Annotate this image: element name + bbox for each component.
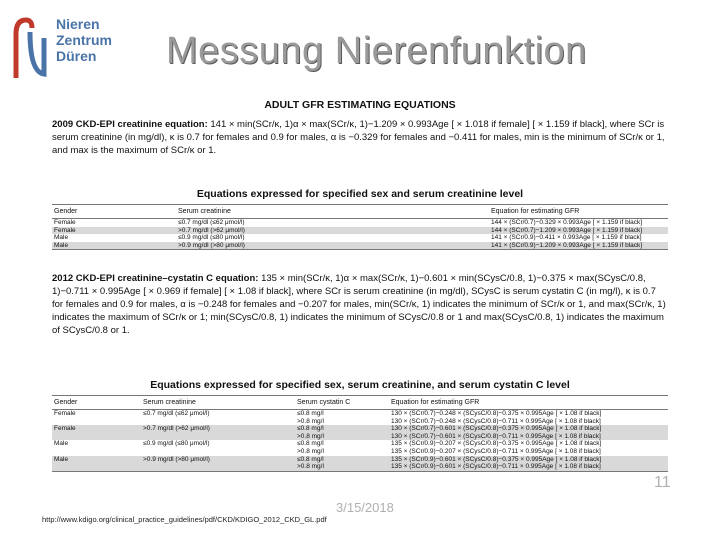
doc-heading: ADULT GFR ESTIMATING EQUATIONS xyxy=(264,99,456,111)
table-sex-creatinine xyxy=(52,204,668,250)
table-cell: Female xyxy=(52,227,176,235)
table1-title: Equations expressed for specified sex and serum creatinine level xyxy=(196,188,524,200)
table2-header: Serum cystatin C xyxy=(295,396,389,410)
equation-2012-label: 2012 CKD-EPI creatinine–cystatin C equation: xyxy=(52,273,259,284)
table-cell: 135 × (SCr/0.9)−0.601 × (SCysC/0.8)−0.711 × 0.995Age [ × 1.08 if black] xyxy=(389,463,668,471)
table-cell: Female xyxy=(52,425,141,433)
table-cell: >0.7 mg/dl (>62 μmol/l) xyxy=(141,425,295,433)
table-cell: 144 × (SCr/0.7)−1.209 × 0.993Age [ × 1.159 if black] xyxy=(489,227,668,235)
table-cell xyxy=(52,463,141,471)
table-cell: 135 × (SCr/0.9)−0.207 × (SCysC/0.8)−0.711 × 0.995Age [ × 1.08 if black] xyxy=(391,447,601,455)
table-row xyxy=(52,448,668,456)
table-cell: >0.9 mg/dl (>80 μmol/l) xyxy=(141,456,295,464)
table-cell: 130 × (SCr/0.7)−0.248 × (SCysC/0.8)−0.711 × 0.995Age [ × 1.08 if black] xyxy=(391,417,601,425)
table-cell: 130 × (SCr/0.7)−0.601 × (SCysC/0.8)−0.375 × 0.995Age [ × 1.08 if black] xyxy=(389,425,668,433)
table-row xyxy=(52,234,668,242)
table-cell: >0.8 mg/l xyxy=(295,463,389,471)
table-row xyxy=(52,433,668,441)
table2-header: Equation for estimating GFR xyxy=(389,396,668,410)
table-cell: Female xyxy=(54,410,76,417)
table-sex-creatinine-cystatin xyxy=(52,395,668,472)
table2-title: Equations expressed for specified sex, serum creatinine, and serum cystatin C level xyxy=(150,379,570,391)
table1-header: Equation for estimating GFR xyxy=(489,205,668,219)
table-row xyxy=(52,440,668,448)
equation-2012-text: 135 × min(SCr/κ, 1)α × max(SCr/κ, 1)−0.601 × min(SCysC/0.8, 1)−0.375 × max(SCysC/0.8, 1)−0.711 × 0.995Age [ × 0.969 if female] [ × 1.08 if black], where SCr is serum creatinine (in mg/dl), SCysC is serum cystatin C (in mg/l), κ is 0.7 for females and 0.9 for males, α is −0.248 for females and −0.207 for males, min(SCr/κ, 1) indicates the minimum of SCr/κ or 1, and max(SCr/κ, 1) indicates the maximum of SCr/κ or 1; min(SCysC/0.8, 1) indicates the minimum of SCysC/0.8 or 1 and max(SCysC/0.8, 1) indicates the maximum of SCysC/0.8 or 1. xyxy=(52,273,666,336)
table-cell: 141 × (SCr/0.9)−0.411 × 0.993Age [ × 1.159 if black] xyxy=(491,234,642,242)
table-cell: 141 × (SCr/0.9)−1.209 × 0.993Age [ × 1.159 if black] xyxy=(489,242,668,250)
logo-mark-icon xyxy=(8,12,52,80)
nierenzentrum-logo xyxy=(8,12,138,82)
equation-2009 xyxy=(52,118,668,157)
equation-2009-text: 141 × min(SCr/κ, 1)α × max(SCr/κ, 1)−1.209 × 0.993Age [ × 1.018 if female] [ × 1.159 if black], where SCr is serum creatinine (in mg/dl), κ is 0.7 for females and 0.9 for males, α is −0.329 for females and −0.411 for males, min is the minimum of SCr/κ or 1, and max is the maximum of SCr/κ or 1. xyxy=(52,119,665,156)
table-cell: ≤0.8 mg/l xyxy=(297,410,324,417)
table-cell: Male xyxy=(52,456,141,464)
table-cell: ≤0.9 mg/dl (≤80 μmol/l) xyxy=(143,440,210,448)
equation-2012 xyxy=(52,272,668,337)
table-row xyxy=(52,418,668,426)
table-cell: ≤0.8 mg/l xyxy=(297,440,324,448)
table-row xyxy=(52,410,668,418)
table-cell xyxy=(141,433,295,441)
table1-header: Gender xyxy=(52,205,176,219)
table-row xyxy=(52,227,668,235)
table-row xyxy=(52,425,668,433)
table-cell: ≤0.7 mg/dl (≤62 μmol/l) xyxy=(178,219,245,226)
table-cell: 144 × (SCr/0.7)−0.329 × 0.993Age [ × 1.159 if black] xyxy=(491,219,643,226)
table-cell: ≤0.8 mg/l xyxy=(295,456,389,464)
table-cell: >0.8 mg/l xyxy=(297,447,324,455)
logo-line-3: Düren xyxy=(56,48,97,64)
table-cell: >0.8 mg/l xyxy=(295,433,389,441)
logo-line-2: Zentrum xyxy=(56,32,112,48)
table-cell: >0.9 mg/dl (>80 μmol/l) xyxy=(176,242,489,250)
table-cell xyxy=(141,418,295,426)
table-cell: ≤0.7 mg/dl (≤62 μmol/l) xyxy=(143,410,210,417)
table1-header: Serum creatinine xyxy=(176,205,489,219)
table-cell: >0.8 mg/l xyxy=(297,417,324,425)
table-cell: 135 × (SCr/0.9)−0.601 × (SCysC/0.8)−0.375 × 0.995Age [ × 1.08 if black] xyxy=(389,456,668,464)
table-cell xyxy=(141,448,295,456)
table-cell: 130 × (SCr/0.7)−0.248 × (SCysC/0.8)−0.375 × 0.995Age [ × 1.08 if black] xyxy=(391,410,602,417)
table-cell xyxy=(52,418,141,426)
table-cell xyxy=(52,448,141,456)
logo-wordmark xyxy=(56,16,112,64)
slide-title: Messung Nierenfunktion xyxy=(166,30,587,72)
table-cell: 135 × (SCr/0.9)−0.207 × (SCysC/0.8)−0.375 × 0.995Age [ × 1.08 if black] xyxy=(391,440,602,448)
logo-line-1: Nieren xyxy=(56,16,100,32)
table-cell: Female xyxy=(54,219,76,226)
table-row xyxy=(52,456,668,464)
table-cell: Male xyxy=(54,440,69,448)
table-row xyxy=(52,463,668,471)
source-url: http://www.kdigo.org/clinical_practice_guidelines/pdf/CKD/KDIGO_2012_CKD_GL.pdf xyxy=(42,515,327,524)
table-cell: Male xyxy=(54,234,69,242)
table-cell xyxy=(141,463,295,471)
table2-header: Serum creatinine xyxy=(141,396,295,410)
table-cell: Male xyxy=(52,242,176,250)
table-row xyxy=(52,219,668,227)
table-cell: ≤0.9 mg/dl (≤80 μmol/l) xyxy=(178,234,245,242)
table-cell: ≤0.8 mg/l xyxy=(295,425,389,433)
table-cell: 130 × (SCr/0.7)−0.601 × (SCysC/0.8)−0.711 × 0.995Age [ × 1.08 if black] xyxy=(389,433,668,441)
table-row xyxy=(52,242,668,250)
slide-date: 3/15/2018 xyxy=(336,500,394,515)
slide-page-number: 11 xyxy=(654,474,671,491)
equation-2009-label: 2009 CKD-EPI creatinine equation: xyxy=(52,119,208,130)
table2-header: Gender xyxy=(52,396,141,410)
table-cell: >0.7 mg/dl (>62 μmol/l) xyxy=(176,227,489,235)
table-cell xyxy=(52,433,141,441)
